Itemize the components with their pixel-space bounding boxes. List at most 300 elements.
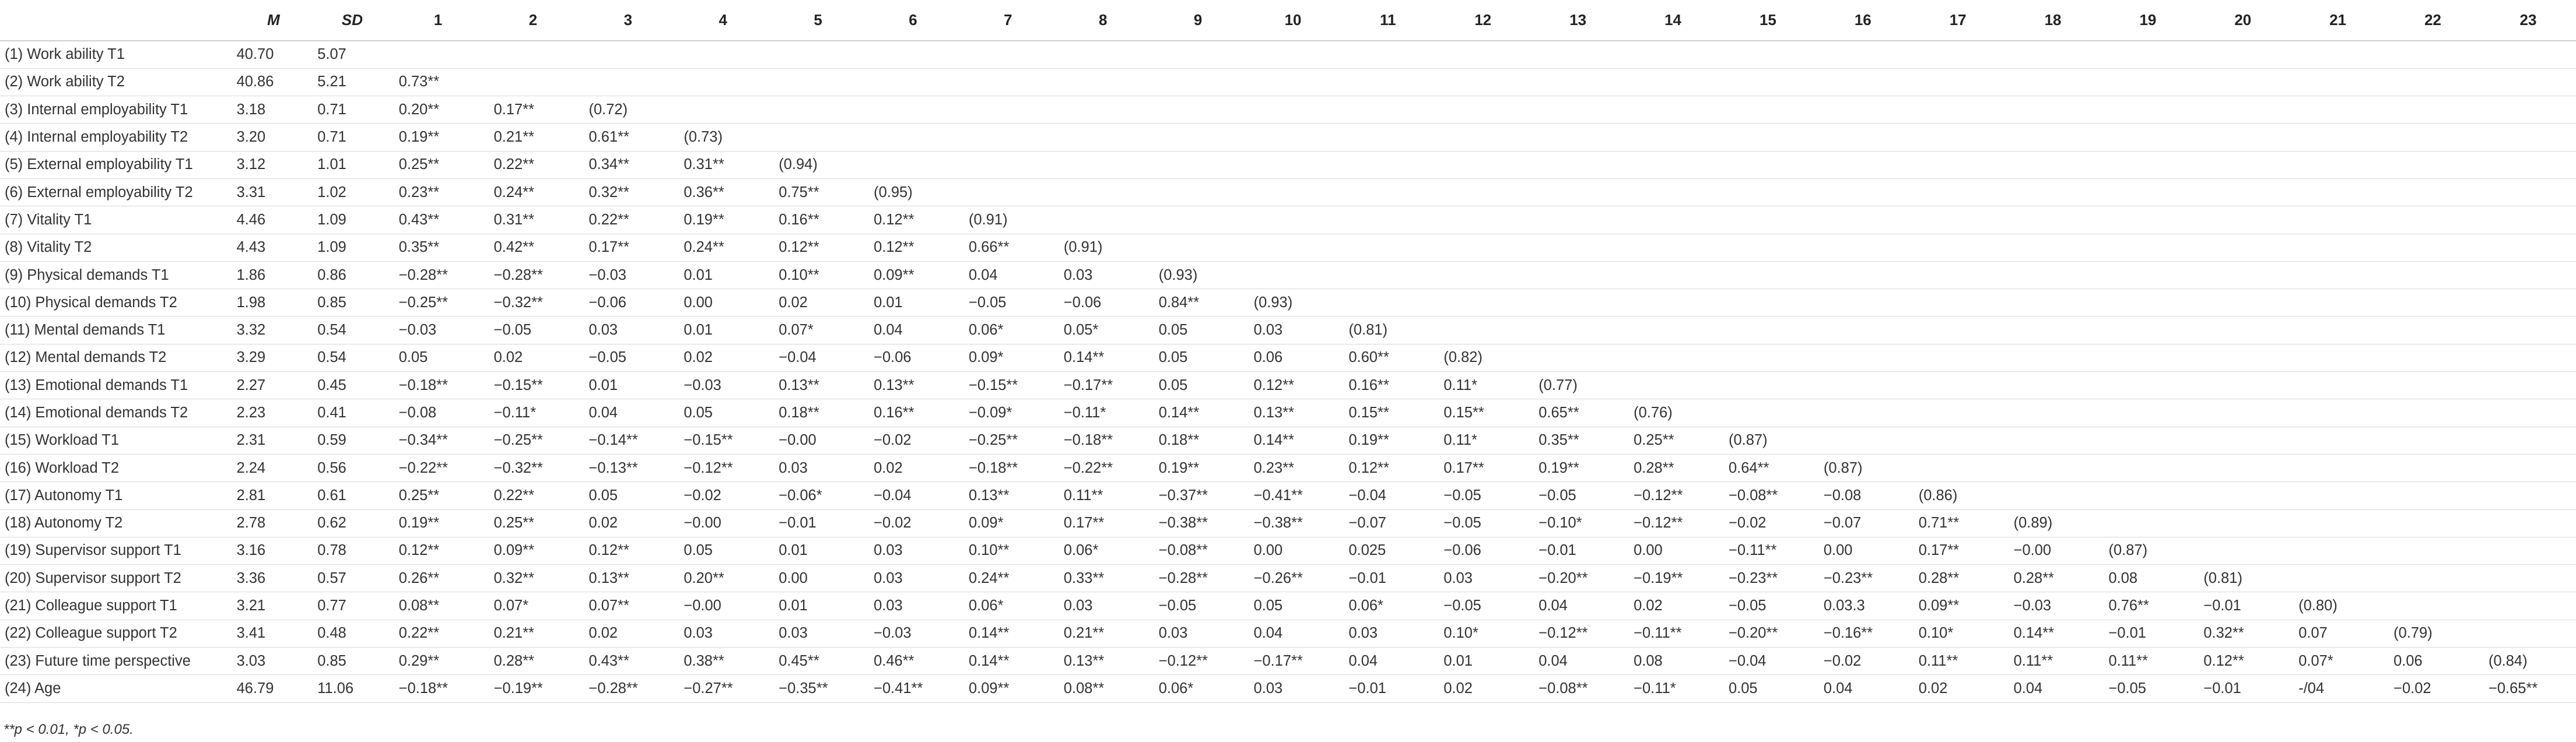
correlation-cell: (0.91) <box>961 206 1056 234</box>
column-header-21: 21 <box>2290 0 2385 41</box>
empty-cell <box>2195 206 2290 234</box>
empty-cell <box>580 41 675 68</box>
empty-cell <box>2480 68 2576 96</box>
empty-cell <box>1816 261 1911 289</box>
correlation-cell: 0.05 <box>391 344 486 371</box>
empty-cell <box>1816 124 1911 151</box>
correlation-cell: −0.04 <box>770 344 865 371</box>
correlation-cell: 0.05 <box>1720 675 1816 702</box>
correlation-cell: −0.12** <box>1625 482 1720 509</box>
correlation-cell: 0.02 <box>1911 675 2006 702</box>
empty-cell <box>2385 41 2480 68</box>
column-header-5: 5 <box>770 0 865 41</box>
sd-cell: 0.56 <box>314 454 391 481</box>
correlation-cell: 0.01 <box>1435 648 1530 675</box>
correlation-cell: −0.19** <box>486 675 581 702</box>
mean-cell: 2.81 <box>233 482 314 509</box>
correlation-cell: −0.15** <box>486 372 581 399</box>
correlation-cell: −0.07 <box>1340 509 1435 537</box>
empty-cell <box>1246 68 1341 96</box>
correlation-cell: 0.18** <box>770 399 865 427</box>
correlation-cell: −0.00 <box>675 509 770 537</box>
empty-cell <box>1911 261 2006 289</box>
empty-cell <box>2480 620 2576 647</box>
row-label: (17) Autonomy T1 <box>0 482 233 509</box>
row-label: (19) Supervisor support T1 <box>0 537 233 564</box>
correlation-cell: 0.14** <box>1246 427 1341 454</box>
column-header-sd: SD <box>314 0 391 41</box>
mean-cell: 1.86 <box>233 261 314 289</box>
empty-cell <box>2480 124 2576 151</box>
empty-cell <box>2385 317 2480 344</box>
correlation-cell: −0.06* <box>770 482 865 509</box>
empty-cell <box>1625 344 1720 371</box>
correlation-cell: −0.20** <box>1720 620 1816 647</box>
sd-cell: 0.85 <box>314 648 391 675</box>
column-header-22: 22 <box>2385 0 2480 41</box>
correlation-cell: 0.08 <box>1625 648 1720 675</box>
correlation-cell: 0.09** <box>865 261 961 289</box>
empty-cell <box>1246 124 1341 151</box>
correlation-cell: 0.22** <box>486 151 581 178</box>
empty-cell <box>2100 178 2195 206</box>
empty-cell <box>2385 537 2480 564</box>
correlation-cell: −0.28** <box>486 261 581 289</box>
empty-cell <box>1911 427 2006 454</box>
correlation-cell: 0.025 <box>1340 537 1435 564</box>
empty-cell <box>1911 178 2006 206</box>
empty-cell <box>1720 206 1816 234</box>
table-row <box>0 344 2576 371</box>
correlation-cell: 0.02 <box>770 289 865 317</box>
correlation-cell: −0.15** <box>675 427 770 454</box>
empty-cell <box>1911 151 2006 178</box>
empty-cell <box>1340 41 1435 68</box>
empty-cell <box>2100 427 2195 454</box>
empty-cell <box>1056 178 1151 206</box>
correlation-cell: 0.03 <box>1435 565 1530 592</box>
empty-cell <box>1246 261 1341 289</box>
empty-cell <box>865 124 961 151</box>
empty-cell <box>2100 317 2195 344</box>
empty-cell <box>961 41 1056 68</box>
correlation-cell: 0.05 <box>1151 372 1246 399</box>
empty-cell <box>580 68 675 96</box>
empty-cell <box>1151 96 1246 124</box>
empty-cell <box>2290 68 2385 96</box>
correlation-cell: 0.04 <box>1816 675 1911 702</box>
correlation-cell: −0.27** <box>675 675 770 702</box>
sd-cell: 0.59 <box>314 427 391 454</box>
table-row <box>0 454 2576 481</box>
column-header-7: 7 <box>961 0 1056 41</box>
correlation-cell: 0.03 <box>1340 620 1435 647</box>
table-row <box>0 592 2576 620</box>
empty-cell <box>1435 96 1530 124</box>
correlation-cell: 0.06 <box>2385 648 2480 675</box>
column-header-6: 6 <box>865 0 961 41</box>
empty-cell <box>1246 151 1341 178</box>
empty-cell <box>2385 178 2480 206</box>
correlation-cell: 0.25** <box>486 509 581 537</box>
empty-cell <box>1625 151 1720 178</box>
correlation-cell: 0.12** <box>865 206 961 234</box>
mean-cell: 3.29 <box>233 344 314 371</box>
correlation-cell: 0.14** <box>961 620 1056 647</box>
empty-cell <box>2385 399 2480 427</box>
empty-cell <box>2290 151 2385 178</box>
correlation-cell: 0.21** <box>1056 620 1151 647</box>
correlation-cell: −0.02 <box>675 482 770 509</box>
empty-cell <box>1911 68 2006 96</box>
empty-cell <box>1720 344 1816 371</box>
empty-cell <box>2290 178 2385 206</box>
mean-cell: 2.23 <box>233 399 314 427</box>
empty-cell <box>961 178 1056 206</box>
correlation-cell: −0.25** <box>391 289 486 317</box>
correlation-cell: −0.02 <box>865 509 961 537</box>
row-label: (10) Physical demands T2 <box>0 289 233 317</box>
correlation-cell: −0.11** <box>1720 537 1816 564</box>
correlation-cell: 0.02 <box>580 620 675 647</box>
row-label: (4) Internal employability T2 <box>0 124 233 151</box>
empty-cell <box>1911 344 2006 371</box>
table-row <box>0 675 2576 702</box>
empty-cell <box>2480 427 2576 454</box>
sd-cell: 0.61 <box>314 482 391 509</box>
empty-cell <box>1056 68 1151 96</box>
correlation-cell: −0.22** <box>1056 454 1151 481</box>
sd-cell: 0.41 <box>314 399 391 427</box>
empty-cell <box>2006 234 2101 261</box>
empty-cell <box>770 124 865 151</box>
correlation-cell: 0.11* <box>1435 427 1530 454</box>
empty-cell <box>1911 41 2006 68</box>
empty-cell <box>2006 482 2101 509</box>
correlation-cell: 0.09* <box>961 344 1056 371</box>
correlation-cell: 0.20** <box>675 565 770 592</box>
column-header-m: M <box>233 0 314 41</box>
empty-cell <box>2195 454 2290 481</box>
correlation-cell: 0.22** <box>580 206 675 234</box>
table-row <box>0 261 2576 289</box>
correlation-cell: −0.03 <box>865 620 961 647</box>
empty-cell <box>2480 565 2576 592</box>
empty-cell <box>2290 509 2385 537</box>
correlation-cell: 0.03 <box>675 620 770 647</box>
empty-cell <box>1340 68 1435 96</box>
sd-cell: 0.62 <box>314 509 391 537</box>
correlation-cell: 0.13** <box>865 372 961 399</box>
empty-cell <box>1911 234 2006 261</box>
correlation-cell: 0.21** <box>486 620 581 647</box>
correlation-cell: 0.33** <box>1056 565 1151 592</box>
correlation-cell: −0.12** <box>1151 648 1246 675</box>
empty-cell <box>865 96 961 124</box>
empty-cell <box>2006 206 2101 234</box>
correlation-cell: −0.17** <box>1056 372 1151 399</box>
correlation-cell: −0.02 <box>2385 675 2480 702</box>
empty-cell <box>1056 96 1151 124</box>
correlation-cell: −0.02 <box>865 427 961 454</box>
correlation-cell: 0.04 <box>1246 620 1341 647</box>
empty-cell <box>2100 68 2195 96</box>
mean-cell: 3.36 <box>233 565 314 592</box>
correlation-cell: −0.02 <box>1720 509 1816 537</box>
correlation-cell: 0.24** <box>486 178 581 206</box>
correlation-cell: 0.23** <box>1246 454 1341 481</box>
empty-cell <box>1816 178 1911 206</box>
correlation-cell: 0.28** <box>1911 565 2006 592</box>
empty-cell <box>2290 399 2385 427</box>
correlation-cell: −0.01 <box>2195 675 2290 702</box>
empty-cell <box>2480 592 2576 620</box>
correlation-cell: 0.32** <box>580 178 675 206</box>
correlation-cell: −0.12** <box>675 454 770 481</box>
correlation-cell: 0.12** <box>391 537 486 564</box>
empty-cell <box>2480 482 2576 509</box>
correlation-cell: 0.07* <box>2290 648 2385 675</box>
empty-cell <box>2290 537 2385 564</box>
column-header-3: 3 <box>580 0 675 41</box>
column-header-18: 18 <box>2006 0 2101 41</box>
correlation-cell: −0.41** <box>865 675 961 702</box>
correlation-cell: −0.23** <box>1720 565 1816 592</box>
sd-cell: 0.71 <box>314 96 391 124</box>
correlation-cell: (0.84) <box>2480 648 2576 675</box>
empty-cell <box>1816 317 1911 344</box>
correlation-cell: 0.17** <box>1056 509 1151 537</box>
correlation-cell: 0.73** <box>391 68 486 96</box>
empty-cell <box>2195 344 2290 371</box>
empty-cell <box>1720 261 1816 289</box>
empty-cell <box>1625 68 1720 96</box>
empty-cell <box>486 68 581 96</box>
correlation-cell: 0.03 <box>1246 675 1341 702</box>
table-body <box>0 41 2576 702</box>
row-label: (15) Workload T1 <box>0 427 233 454</box>
correlation-cell: 0.20** <box>391 96 486 124</box>
correlation-cell: −0.08** <box>1720 482 1816 509</box>
table-row <box>0 96 2576 124</box>
empty-cell <box>2195 537 2290 564</box>
empty-cell <box>1530 41 1625 68</box>
empty-cell <box>1911 124 2006 151</box>
empty-cell <box>2385 509 2480 537</box>
correlation-cell: (0.82) <box>1435 344 1530 371</box>
correlation-cell: −0.11* <box>1056 399 1151 427</box>
mean-cell: 3.21 <box>233 592 314 620</box>
empty-cell <box>2195 399 2290 427</box>
empty-cell <box>2480 537 2576 564</box>
empty-cell <box>2100 372 2195 399</box>
empty-cell <box>1911 96 2006 124</box>
empty-cell <box>1625 124 1720 151</box>
empty-cell <box>2385 96 2480 124</box>
column-header-20: 20 <box>2195 0 2290 41</box>
column-header-19: 19 <box>2100 0 2195 41</box>
correlation-cell: 0.25** <box>391 482 486 509</box>
table-row <box>0 234 2576 261</box>
correlation-cell: 0.05 <box>675 399 770 427</box>
empty-cell <box>2195 41 2290 68</box>
empty-cell <box>2290 41 2385 68</box>
row-label: (7) Vitality T1 <box>0 206 233 234</box>
empty-cell <box>2006 261 2101 289</box>
correlation-cell: 0.22** <box>391 620 486 647</box>
empty-cell <box>1816 151 1911 178</box>
row-label: (12) Mental demands T2 <box>0 344 233 371</box>
table-row <box>0 509 2576 537</box>
correlation-cell: 0.19** <box>1151 454 1246 481</box>
correlation-cell: −0.01 <box>2100 620 2195 647</box>
correlation-cell: −0.04 <box>1340 482 1435 509</box>
correlation-cell: 0.17** <box>580 234 675 261</box>
empty-cell <box>2385 482 2480 509</box>
mean-cell: 4.43 <box>233 234 314 261</box>
correlation-cell: −0.37** <box>1151 482 1246 509</box>
empty-cell <box>2100 41 2195 68</box>
correlation-cell: −0.11* <box>1625 675 1720 702</box>
correlation-cell: 0.00 <box>770 565 865 592</box>
empty-cell <box>2100 234 2195 261</box>
correlation-cell: 0.07* <box>770 317 865 344</box>
empty-cell <box>1435 234 1530 261</box>
empty-cell <box>1720 289 1816 317</box>
correlation-cell: 0.12** <box>2195 648 2290 675</box>
correlation-cell: 0.19** <box>675 206 770 234</box>
correlation-cell: 0.15** <box>1340 399 1435 427</box>
empty-cell <box>2290 261 2385 289</box>
column-header-9: 9 <box>1151 0 1246 41</box>
correlation-cell: 0.11** <box>1056 482 1151 509</box>
row-label: (24) Age <box>0 675 233 702</box>
correlation-cell: 0.03.3 <box>1816 592 1911 620</box>
empty-cell <box>1911 206 2006 234</box>
mean-cell: 3.18 <box>233 96 314 124</box>
empty-cell <box>1720 178 1816 206</box>
correlation-cell: −0.13** <box>580 454 675 481</box>
table-row <box>0 317 2576 344</box>
correlation-cell: 0.05 <box>1246 592 1341 620</box>
empty-cell <box>1720 151 1816 178</box>
empty-cell <box>2480 372 2576 399</box>
empty-cell <box>2480 178 2576 206</box>
empty-cell <box>1530 96 1625 124</box>
correlation-cell: 0.16** <box>1340 372 1435 399</box>
empty-cell <box>1530 124 1625 151</box>
empty-cell <box>1435 124 1530 151</box>
correlation-cell: 0.09** <box>961 675 1056 702</box>
empty-cell <box>865 41 961 68</box>
empty-cell <box>1246 206 1341 234</box>
correlation-cell: 0.09** <box>486 537 581 564</box>
empty-cell <box>1530 317 1625 344</box>
correlation-cell: 0.13** <box>961 482 1056 509</box>
empty-cell <box>2100 482 2195 509</box>
empty-cell <box>2290 289 2385 317</box>
correlation-cell: −0.04 <box>1720 648 1816 675</box>
correlation-cell: 0.10* <box>1911 620 2006 647</box>
empty-cell <box>1530 206 1625 234</box>
correlation-cell: −0.05 <box>1151 592 1246 620</box>
correlation-cell: 0.21** <box>486 124 581 151</box>
correlation-cell: 0.03 <box>770 454 865 481</box>
empty-cell <box>1530 68 1625 96</box>
correlation-cell: 0.11** <box>2006 648 2101 675</box>
correlation-cell: −0.32** <box>486 289 581 317</box>
mean-cell: 3.03 <box>233 648 314 675</box>
correlation-cell: (0.93) <box>1246 289 1341 317</box>
correlation-cell: −0.18** <box>391 372 486 399</box>
empty-cell <box>1625 41 1720 68</box>
correlation-cell: 0.25** <box>1625 427 1720 454</box>
row-label: (2) Work ability T2 <box>0 68 233 96</box>
empty-cell <box>2290 96 2385 124</box>
empty-cell <box>1435 289 1530 317</box>
correlation-cell: −0.38** <box>1246 509 1341 537</box>
significance-note: **p < 0.01, *p < 0.05. <box>3 722 134 737</box>
empty-cell <box>1530 234 1625 261</box>
correlation-cell: 0.15** <box>1435 399 1530 427</box>
empty-cell <box>961 96 1056 124</box>
correlation-cell: 0.02 <box>1435 675 1530 702</box>
empty-cell <box>1246 234 1341 261</box>
correlation-cell: 0.09* <box>961 509 1056 537</box>
empty-cell <box>1625 289 1720 317</box>
correlation-cell: 0.07* <box>486 592 581 620</box>
empty-cell <box>1340 124 1435 151</box>
empty-cell <box>2385 565 2480 592</box>
empty-cell <box>2195 261 2290 289</box>
correlation-cell: (0.95) <box>865 178 961 206</box>
mean-cell: 3.32 <box>233 317 314 344</box>
empty-cell <box>1340 206 1435 234</box>
correlation-cell: 0.13** <box>1246 399 1341 427</box>
table-row <box>0 124 2576 151</box>
correlation-cell: 0.23** <box>391 178 486 206</box>
column-header-14: 14 <box>1625 0 1720 41</box>
empty-cell <box>1720 399 1816 427</box>
empty-cell <box>1911 454 2006 481</box>
correlation-cell: (0.93) <box>1151 261 1246 289</box>
column-header-23: 23 <box>2480 0 2576 41</box>
empty-cell <box>1340 178 1435 206</box>
empty-cell <box>1816 96 1911 124</box>
empty-cell <box>770 41 865 68</box>
empty-cell <box>2385 454 2480 481</box>
sd-cell: 5.07 <box>314 41 391 68</box>
correlation-cell: −0.01 <box>2195 592 2290 620</box>
empty-cell <box>1625 317 1720 344</box>
correlation-cell: (0.94) <box>770 151 865 178</box>
sd-cell: 5.21 <box>314 68 391 96</box>
empty-cell <box>2006 96 2101 124</box>
correlation-cell: 0.08 <box>2100 565 2195 592</box>
correlation-cell: −0.22** <box>391 454 486 481</box>
correlation-cell: −0.28** <box>580 675 675 702</box>
correlation-cell: −0.04 <box>865 482 961 509</box>
empty-cell <box>1340 234 1435 261</box>
correlation-cell: −0.03 <box>580 261 675 289</box>
empty-cell <box>2195 289 2290 317</box>
empty-cell <box>1625 206 1720 234</box>
correlation-cell: 0.10** <box>961 537 1056 564</box>
empty-cell <box>2195 68 2290 96</box>
table-row <box>0 41 2576 68</box>
empty-cell <box>1056 124 1151 151</box>
correlation-cell: 0.26** <box>391 565 486 592</box>
